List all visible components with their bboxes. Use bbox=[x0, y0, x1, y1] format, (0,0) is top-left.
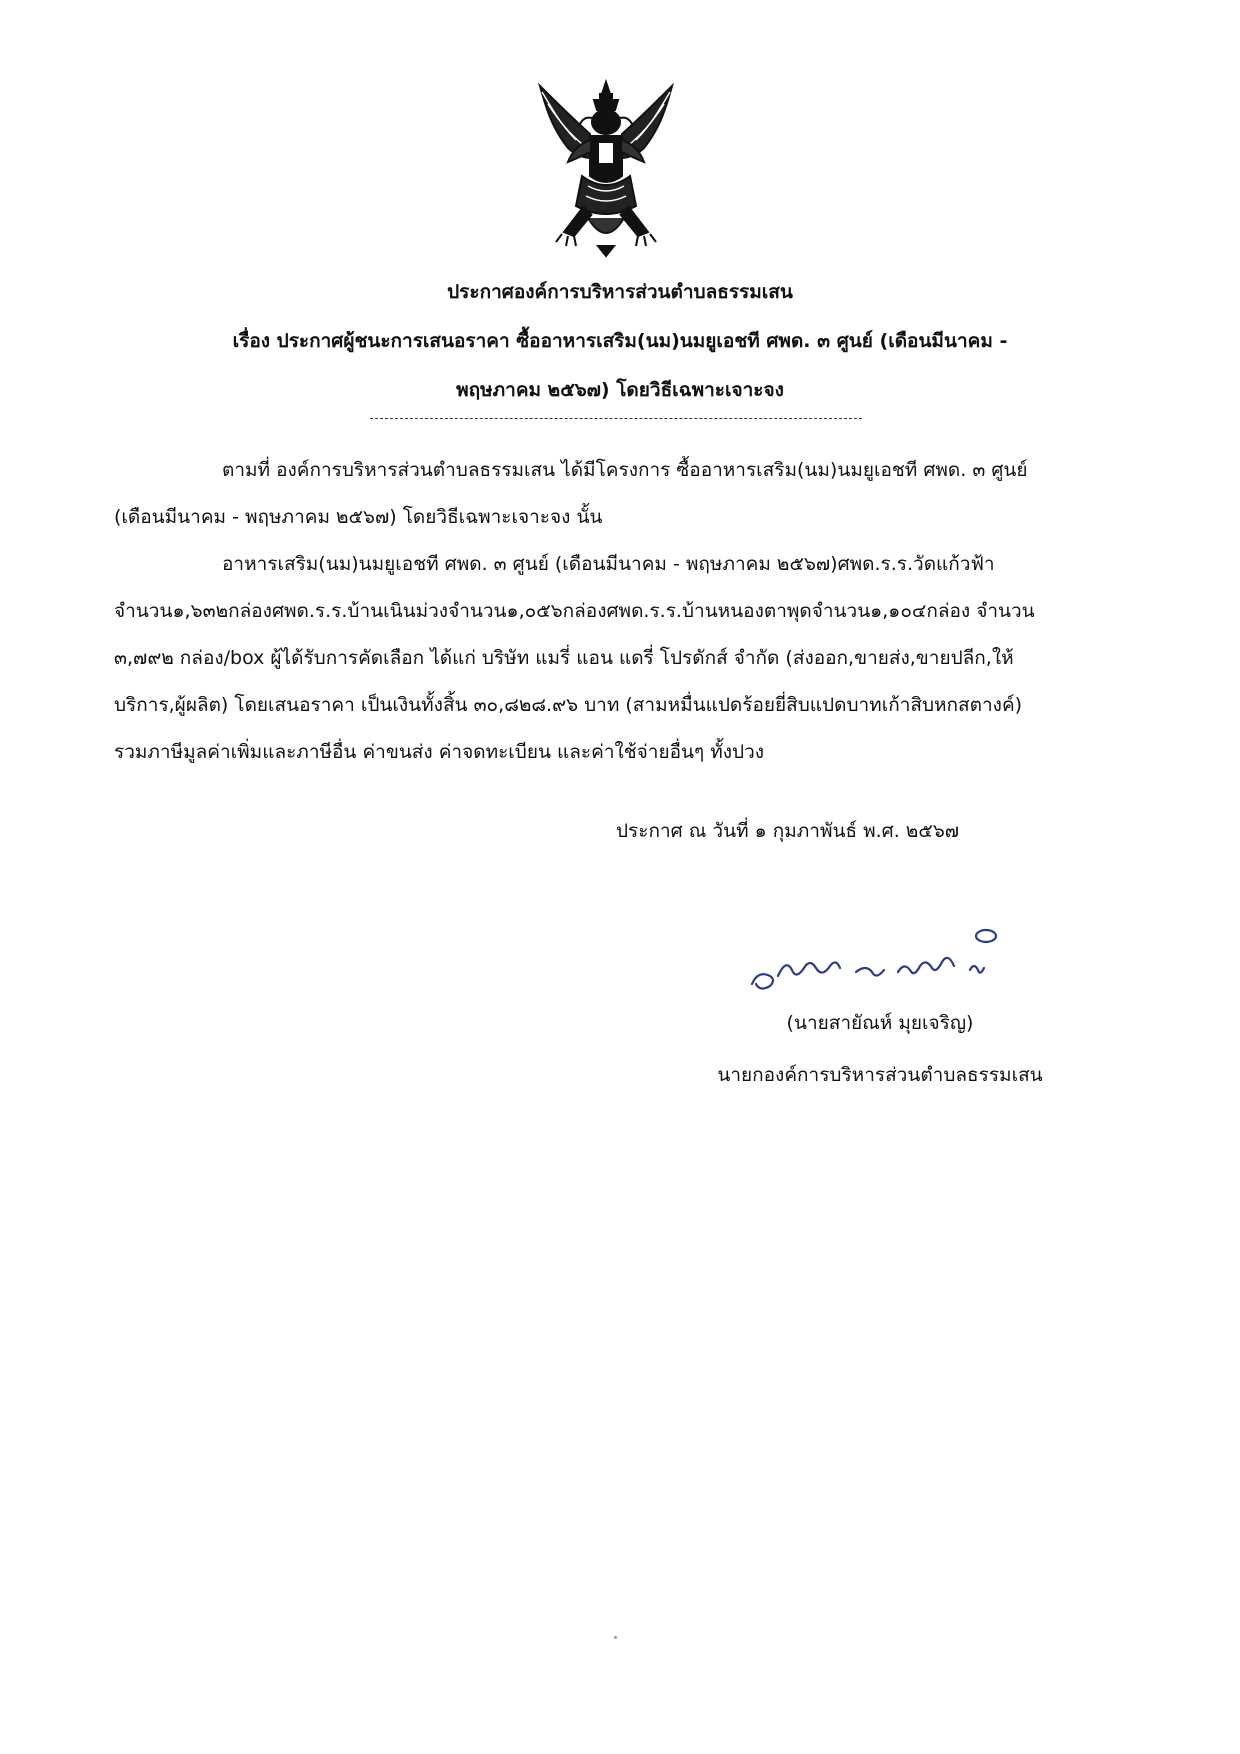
signer-title: นายกองค์การบริหารส่วนตำบลธรรมเสน bbox=[717, 1064, 1043, 1086]
announcement-title: ประกาศองค์การบริหารส่วนตำบลธรรมเสน bbox=[447, 281, 793, 303]
signer-name: (นายสายัณห์ มุยเจริญ) bbox=[786, 1012, 974, 1034]
garuda-emblem-icon bbox=[532, 78, 680, 258]
dashed-divider bbox=[370, 418, 862, 419]
announcement-date: ประกาศ ณ วันที่ ๑ กุมภาพันธ์ พ.ศ. ๒๕๖๗ bbox=[616, 820, 960, 842]
announcement-subject-line-2: พฤษภาคม ๒๕๖๗) โดยวิธีเฉพาะเจาะจง bbox=[456, 379, 784, 401]
paragraph-line: บริการ,ผู้ผลิต) โดยเสนอราคา เป็นเงินทั้งสิ้น ๓๐,๘๒๘.๙๖ บาท (สามหมื่นแปดร้อยยี่สิบแปดบาทเก้าสิบหกสตางค์) bbox=[114, 694, 1023, 716]
paragraph-intro bbox=[114, 447, 1124, 541]
paragraph-line: ตามที่ องค์การบริหารส่วนตำบลธรรมเสน ได้มีโครงการ ซื้ออาหารเสริม(นม)นมยูเอชที ศพด. ๓ ศูนย์ bbox=[222, 459, 1028, 481]
announcement-subject-line-1: เรื่อง ประกาศผู้ชนะการเสนอราคา ซื้ออาหารเสริม(นม)นมยูเอชที ศพด. ๓ ศูนย์ (เดือนมีนาคม - bbox=[232, 330, 1008, 352]
announcement-body bbox=[114, 447, 1124, 776]
scan-speck bbox=[614, 1636, 617, 1639]
paragraph-line: (เดือนมีนาคม - พฤษภาคม ๒๕๖๗) โดยวิธีเฉพาะเจาะจง นั้น bbox=[114, 506, 603, 528]
paragraph-line: ๓,๗๙๒ กล่อง/box ผู้ได้รับการคัดเลือก ได้แก่ บริษัท แมรี่ แอน แดรี่ โปรดักส์ จำกัด (ส่งออก,ขายส่ง,ขายปลีก,ให้ bbox=[114, 647, 1014, 669]
announcement-header bbox=[150, 268, 1090, 415]
paragraph-line: จำนวน๑,๖๓๒กล่องศพด.ร.ร.บ้านเนินม่วงจำนวน๑,๐๕๖กล่องศพด.ร.ร.บ้านหนองตาพุดจำนวน๑,๑๐๔กล่อง จำนวน bbox=[114, 600, 1035, 622]
handwritten-signature bbox=[738, 922, 1028, 1002]
paragraph-line: อาหารเสริม(นม)นมยูเอชที ศพด. ๓ ศูนย์ (เดือนมีนาคม - พฤษภาคม ๒๕๖๗)ศพด.ร.ร.วัดแก้วฟ้า bbox=[222, 553, 995, 575]
paragraph-details bbox=[114, 541, 1124, 776]
paragraph-line: รวมภาษีมูลค่าเพิ่มและภาษีอื่น ค่าขนส่ง ค่าจดทะเบียน และค่าใช้จ่ายอื่นๆ ทั้งปวง bbox=[114, 741, 765, 763]
